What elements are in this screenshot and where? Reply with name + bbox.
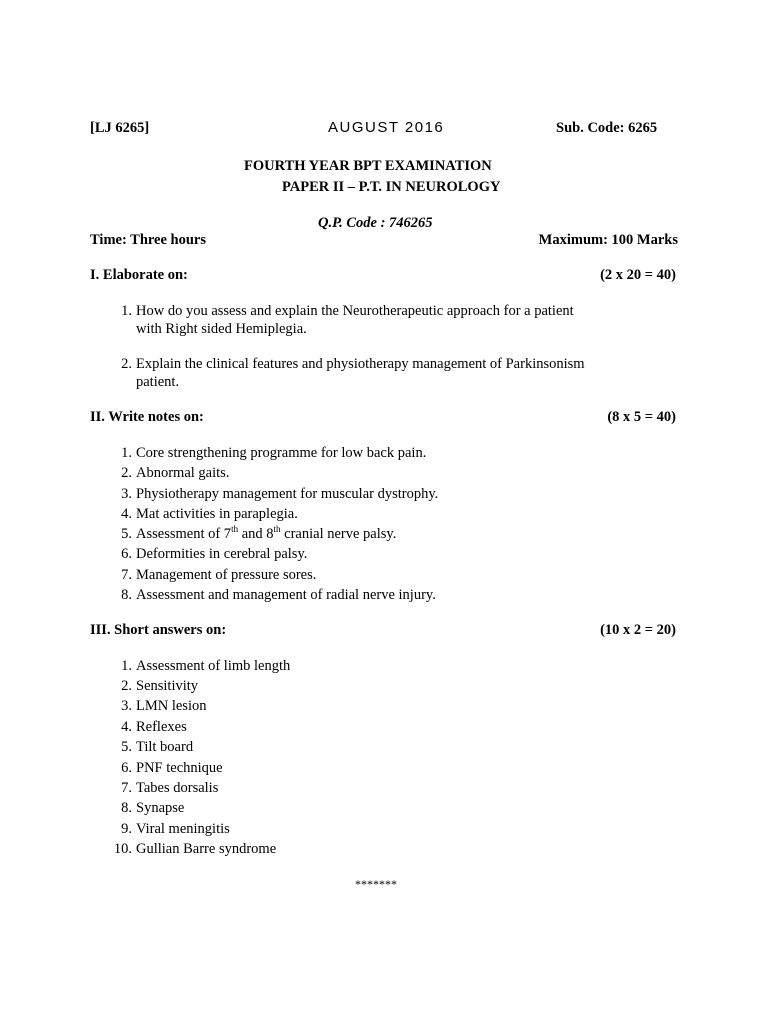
question-text-continued: patient. — [136, 374, 180, 390]
question-text-continued: with Right sided Hemiplegia. — [136, 321, 307, 337]
question-text: How do you assess and explain the Neurotherapeutic approach for a patient — [136, 303, 574, 319]
question-text: Assessment and management of radial nerve injury. — [136, 587, 436, 603]
question-text: Sensitivity — [136, 678, 199, 694]
item-number: 5. — [121, 739, 132, 755]
question-text: Deformities in cerebral palsy. — [136, 546, 308, 562]
item-number: 5. — [121, 526, 132, 542]
exam-month-year: AUGUST 2016 — [328, 119, 445, 136]
qp-code: Q.P. Code : 746265 — [318, 215, 433, 231]
item-number: 1. — [121, 445, 132, 461]
question-text: Gullian Barre syndrome — [136, 841, 277, 857]
item-number: 6. — [121, 546, 132, 562]
section-2-heading: II. Write notes on: — [90, 409, 204, 425]
item-number: 1. — [121, 303, 132, 319]
item-number: 2. — [121, 356, 132, 372]
item-number: 8. — [121, 800, 132, 816]
section-2-marks: (8 x 5 = 40) — [607, 409, 676, 425]
item-number: 4. — [121, 719, 132, 735]
ordinal-suffix: th — [231, 524, 239, 534]
question-text: Reflexes — [136, 719, 187, 735]
question-text — [136, 526, 396, 543]
question-text: PNF technique — [136, 760, 223, 776]
item-number: 7. — [121, 780, 132, 796]
item-number: 9. — [121, 821, 132, 837]
item-number: 6. — [121, 760, 132, 776]
question-text: Synapse — [136, 800, 185, 816]
question-text: Physiotherapy management for muscular dystrophy. — [136, 486, 439, 502]
maximum-marks: Maximum: 100 Marks — [538, 232, 678, 248]
question-text: Viral meningitis — [136, 821, 230, 837]
item-number: 7. — [121, 567, 132, 583]
ordinal-suffix: th — [273, 524, 281, 534]
question-text: Management of pressure sores. — [136, 567, 317, 583]
item-number: 8. — [121, 587, 132, 603]
question-text: Assessment of limb length — [136, 658, 291, 674]
exam-title: FOURTH YEAR BPT EXAMINATION — [244, 158, 492, 174]
end-of-paper-marker: ******* — [355, 877, 397, 891]
item-number: 10. — [113, 841, 132, 857]
paper-code-left: [LJ 6265] — [90, 120, 150, 136]
section-1-heading: I. Elaborate on: — [90, 267, 188, 283]
question-text: Core strengthening programme for low back pain. — [136, 445, 427, 461]
question-text: Mat activities in paraplegia. — [136, 506, 298, 522]
exam-duration: Time: Three hours — [90, 232, 207, 248]
item-number: 3. — [121, 698, 132, 714]
question-text: Tabes dorsalis — [136, 780, 219, 796]
question-text-part: and 8 — [238, 526, 274, 542]
section-3-heading: III. Short answers on: — [90, 622, 227, 638]
item-number: 3. — [121, 486, 132, 502]
item-number: 2. — [121, 465, 132, 481]
section-3-marks: (10 x 2 = 20) — [600, 622, 676, 638]
question-text: LMN lesion — [136, 698, 207, 714]
item-number: 1. — [121, 658, 132, 674]
paper-title: PAPER II – P.T. IN NEUROLOGY — [282, 179, 501, 195]
question-text-part: Assessment of 7 — [136, 526, 232, 542]
question-text-part: cranial nerve palsy. — [280, 526, 397, 542]
subject-code: Sub. Code: 6265 — [556, 120, 658, 136]
question-text: Abnormal gaits. — [136, 465, 230, 481]
question-text: Explain the clinical features and physiotherapy management of Parkinsonism — [136, 356, 585, 372]
item-number: 4. — [121, 506, 132, 522]
question-text: Tilt board — [136, 739, 194, 755]
item-number: 2. — [121, 678, 132, 694]
section-1-marks: (2 x 20 = 40) — [600, 267, 676, 283]
